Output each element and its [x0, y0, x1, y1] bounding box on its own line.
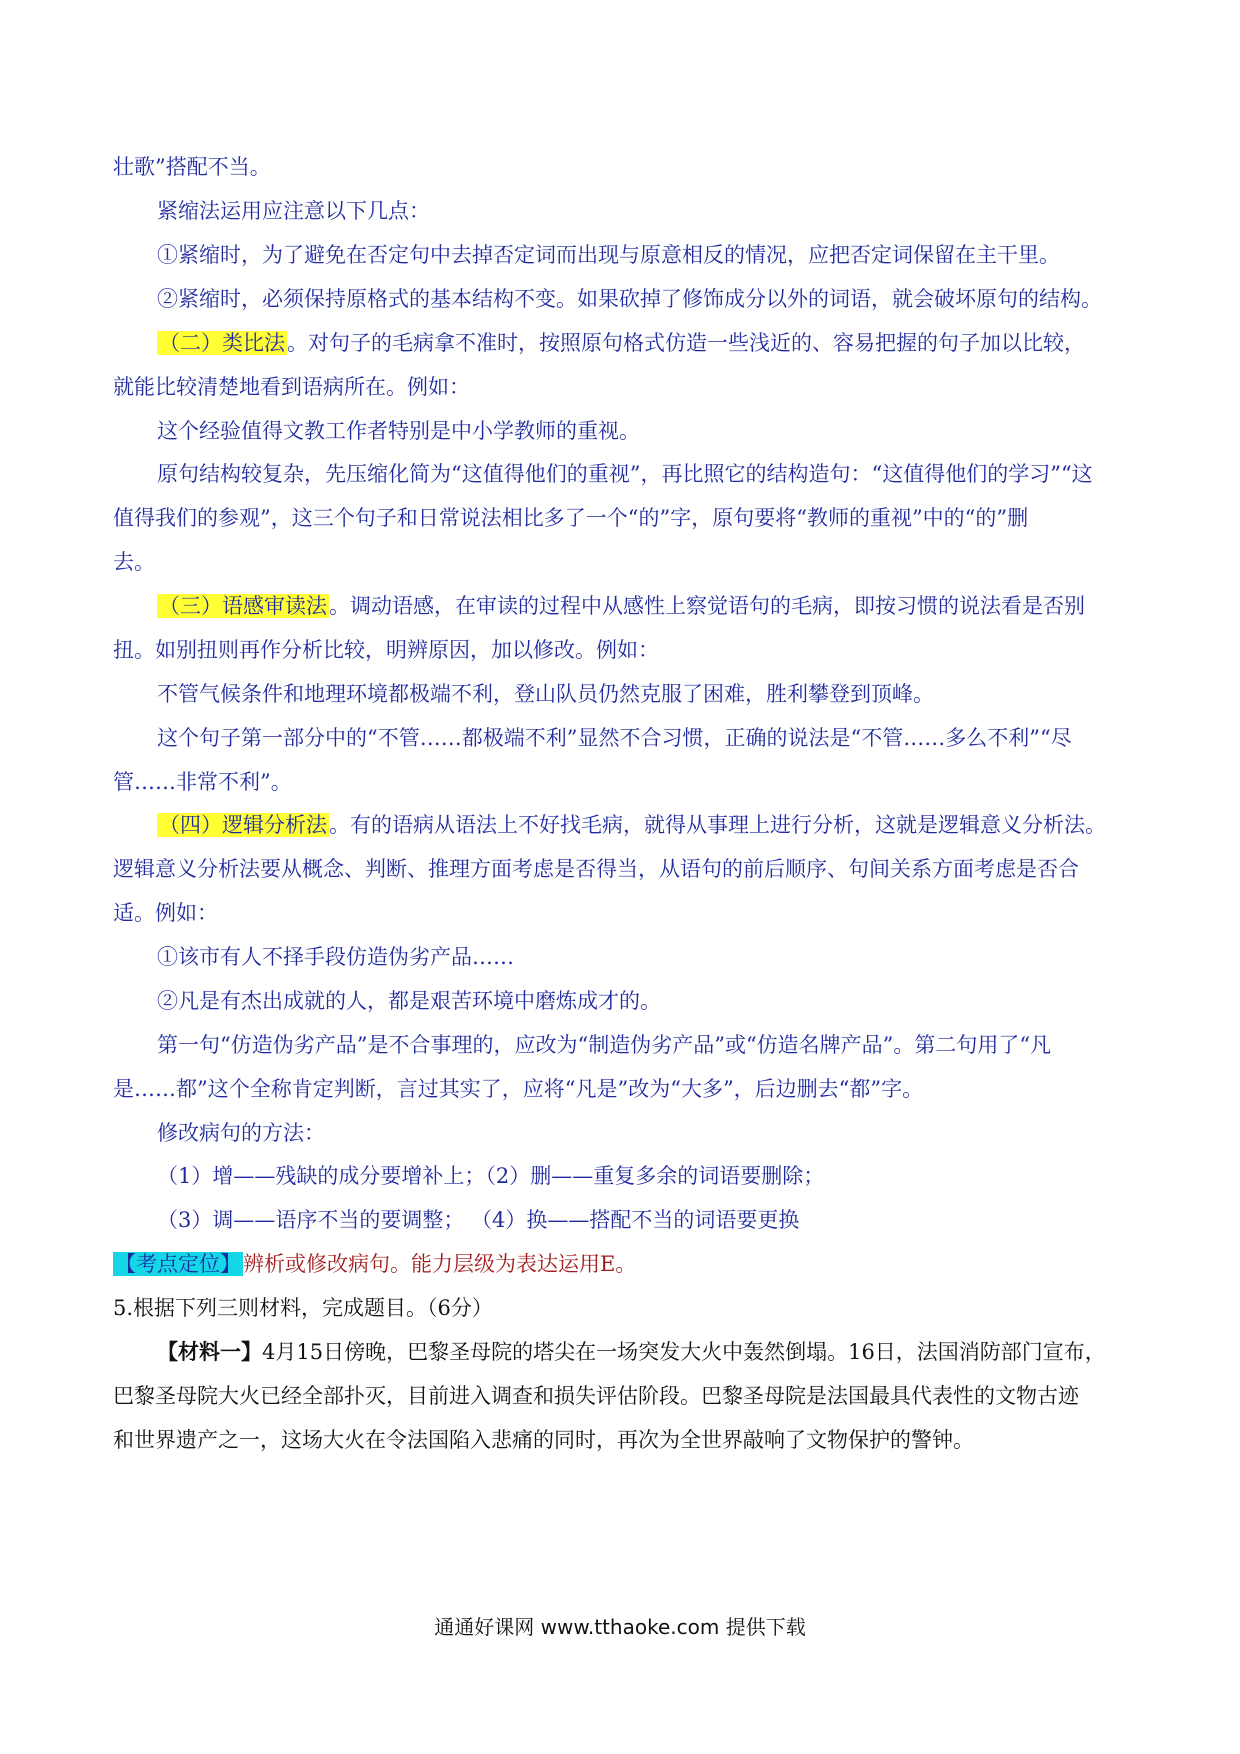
material-label: 【材料一】	[157, 1339, 262, 1364]
section-paragraph	[157, 810, 1177, 840]
section-label-highlight: （二）类比法	[159, 331, 285, 355]
text-line: （1）增——残缺的成分要增补上；（2）删——重复多余的词语要删除；	[157, 1164, 825, 1188]
text-line: 紧缩法运用应注意以下几点：	[157, 199, 430, 223]
text-line: 扭。如别扭则再作分析比较，明辨原因，加以修改。例如：	[113, 638, 659, 662]
text-line: 不管气候条件和地理环境都极端不利，登山队员仍然克服了困难，胜利攀登到顶峰。	[157, 682, 934, 706]
text-line: 原句结构较复杂，先压缩化简为“这值得他们的重视”，再比照它的结构造句：“这值得他们的学习”“这	[157, 462, 1093, 486]
kaodian-line	[113, 1249, 1133, 1279]
text-line: （3）调——语序不当的要调整； （4）换——搭配不当的词语要更换	[157, 1208, 800, 1232]
text-line: 就能比较清楚地看到语病所在。例如：	[113, 375, 470, 399]
kaodian-label: 【考点定位】	[115, 1252, 241, 1276]
section-text: 。有的语病从语法上不好找毛病，就得从事理上进行分析，这就是逻辑意义分析法。	[329, 813, 1106, 837]
text-line: ①该市有人不择手段仿造伪劣产品……	[157, 945, 514, 969]
footer-source: 通通好课网 www.tthaoke.com 提供下载	[434, 1615, 806, 1639]
text-line: 巴黎圣母院大火已经全部扑灭，目前进入调查和损失评估阶段。巴黎圣母院是法国最具代表性的文物古迹	[113, 1384, 1079, 1408]
text-line: ②凡是有杰出成就的人，都是艰苦环境中磨炼成才的。	[157, 989, 661, 1013]
section-paragraph	[157, 591, 1177, 621]
text-line: ②紧缩时，必须保持原格式的基本结构不变。如果砍掉了修饰成分以外的词语，就会破坏原句的结构。	[157, 287, 1102, 311]
text-line: 是……都”这个全称肯定判断，言过其实了，应将“凡是”改为“大多”，后边删去“都”字。	[113, 1077, 924, 1101]
text-line: 逻辑意义分析法要从概念、判断、推理方面考虑是否得当，从语句的前后顺序、句间关系方面考虑是否合	[113, 857, 1079, 881]
text-line: 第一句“仿造伪劣产品”是不合事理的，应改为“制造伪劣产品”或“仿造名牌产品”。第二句用了“凡	[157, 1033, 1052, 1057]
section-paragraph	[157, 328, 1177, 358]
text-line: ①紧缩时，为了避免在否定句中去掉否定词而出现与原意相反的情况，应把否定词保留在主干里。	[157, 243, 1060, 267]
text-line: 这个句子第一部分中的“不管……都极端不利”显然不合习惯，正确的说法是“不管……多么不利”“尽	[157, 726, 1072, 750]
kaodian-text: 辨析或修改病句。能力层级为表达运用E。	[243, 1252, 637, 1276]
section-label-highlight: （三）语感审读法	[159, 594, 327, 618]
text-line: 和世界遗产之一，这场大火在令法国陷入悲痛的同时，再次为全世界敲响了文物保护的警钟。	[113, 1428, 974, 1452]
material-paragraph	[157, 1337, 1177, 1367]
question-title: 5.根据下列三则材料，完成题目。（6分）	[113, 1296, 493, 1320]
section-label-highlight: （四）逻辑分析法	[159, 813, 327, 837]
material-text: 4月15日傍晚，巴黎圣母院的塔尖在一场突发大火中轰然倒塌。16日，法国消防部门宣布，	[262, 1340, 1106, 1364]
text-line: 值得我们的参观”，这三个句子和日常说法相比多了一个“的”字，原句要将“教师的重视”中的“的”删	[113, 506, 1029, 530]
text-line: 去。	[113, 550, 155, 574]
text-line: 这个经验值得文教工作者特别是中小学教师的重视。	[157, 419, 640, 443]
text-line: 修改病句的方法：	[157, 1121, 325, 1145]
section-text: 。调动语感，在审读的过程中从感性上察觉语句的毛病，即按习惯的说法看是否别	[329, 594, 1085, 618]
text-line: 壮歌”搭配不当。	[113, 155, 271, 179]
text-line: 管……非常不利”。	[113, 770, 292, 794]
text-line: 适。例如：	[113, 901, 218, 925]
section-text: 。对句子的毛病拿不准时，按照原句格式仿造一些浅近的、容易把握的句子加以比较，	[287, 331, 1085, 355]
